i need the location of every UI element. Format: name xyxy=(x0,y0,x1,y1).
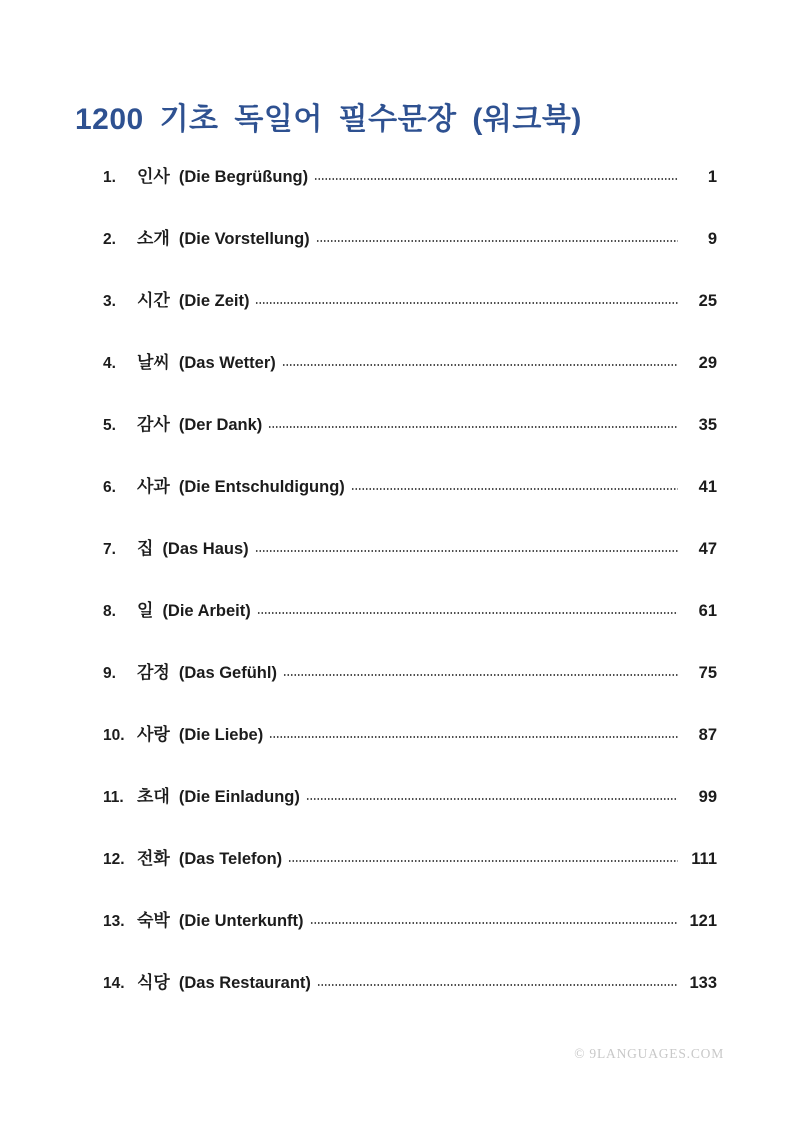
toc-row[interactable] xyxy=(103,162,717,186)
toc-item-title-korean: 감정 xyxy=(137,663,170,682)
toc-item-title-korean: 사과 xyxy=(137,477,170,496)
toc-item-page-number: 121 xyxy=(689,912,717,930)
toc-item-title-german: (Der Dank) xyxy=(178,416,263,434)
dotted-leader xyxy=(310,920,678,925)
dotted-leader xyxy=(316,238,678,243)
toc-item-title-german: (Die Vorstellung) xyxy=(178,230,310,248)
dotted-leader xyxy=(314,176,678,181)
toc-item-page-number: 35 xyxy=(698,416,717,434)
toc-item-title-german: (Die Entschuldigung) xyxy=(178,478,345,496)
dotted-leader xyxy=(288,858,678,863)
toc-item-number: 7. xyxy=(103,541,116,558)
toc-item-page-number: 75 xyxy=(698,664,717,682)
toc-item-number: 9. xyxy=(103,665,116,682)
dotted-leader xyxy=(269,734,678,739)
dotted-leader xyxy=(255,548,678,553)
toc-item-title-korean: 인사 xyxy=(137,167,170,186)
dotted-leader xyxy=(283,672,678,677)
toc-item-title-korean: 사랑 xyxy=(137,725,170,744)
toc-item-number: 12. xyxy=(103,851,125,868)
toc-item-title-german: (Das Telefon) xyxy=(178,850,283,868)
toc-item-title-korean: 전화 xyxy=(137,849,170,868)
toc-item-title-german: (Die Unterkunft) xyxy=(178,912,304,930)
toc-item-page-number: 41 xyxy=(698,478,717,496)
toc-item-title-korean: 날씨 xyxy=(137,353,170,372)
toc-item-title-korean: 소개 xyxy=(137,229,170,248)
toc-item-page-number: 9 xyxy=(707,230,717,248)
toc-row[interactable] xyxy=(103,720,717,744)
toc-row[interactable] xyxy=(103,596,717,620)
toc-item-number: 6. xyxy=(103,479,116,496)
toc-item-number: 5. xyxy=(103,417,116,434)
toc-item-title-korean: 집 xyxy=(137,539,154,558)
toc-row[interactable] xyxy=(103,348,717,372)
toc-item-page-number: 47 xyxy=(698,540,717,558)
dotted-leader xyxy=(282,362,678,367)
toc-item-title-german: (Die Einladung) xyxy=(178,788,300,806)
toc-item-title-german: (Die Begrüßung) xyxy=(178,168,309,186)
toc-item-number: 11. xyxy=(103,789,124,806)
toc-item-page-number: 1 xyxy=(707,168,717,186)
toc-item-title-korean: 숙박 xyxy=(137,911,170,930)
table-of-contents xyxy=(103,162,717,1030)
toc-item-number: 10. xyxy=(103,727,125,744)
toc-row[interactable] xyxy=(103,658,717,682)
toc-item-title-german: (Die Liebe) xyxy=(178,726,264,744)
toc-row[interactable] xyxy=(103,534,717,558)
toc-item-title-german: (Das Restaurant) xyxy=(178,974,311,992)
toc-row[interactable] xyxy=(103,782,717,806)
toc-row[interactable] xyxy=(103,472,717,496)
toc-item-page-number: 99 xyxy=(698,788,717,806)
toc-item-title-korean: 감사 xyxy=(137,415,170,434)
toc-item-title-german: (Das Gefühl) xyxy=(178,664,277,682)
toc-item-number: 2. xyxy=(103,231,116,248)
toc-item-title-korean: 일 xyxy=(137,601,154,620)
dotted-leader xyxy=(317,982,678,987)
toc-item-number: 13. xyxy=(103,913,125,930)
toc-item-page-number: 61 xyxy=(698,602,717,620)
toc-item-page-number: 133 xyxy=(689,974,717,992)
page-title: 1200 기초 독일어 필수문장 (워크북) xyxy=(75,103,582,137)
toc-item-page-number: 25 xyxy=(698,292,717,310)
toc-row[interactable] xyxy=(103,410,717,434)
toc-item-page-number: 111 xyxy=(691,850,717,868)
dotted-leader xyxy=(255,300,678,305)
toc-row[interactable] xyxy=(103,968,717,992)
toc-item-title-german: (Die Arbeit) xyxy=(162,602,251,620)
dotted-leader xyxy=(306,796,678,801)
dotted-leader xyxy=(257,610,678,615)
dotted-leader xyxy=(351,486,678,491)
toc-row[interactable] xyxy=(103,906,717,930)
toc-item-title-korean: 식당 xyxy=(137,973,170,992)
toc-item-page-number: 29 xyxy=(698,354,717,372)
toc-item-title-german: (Das Wetter) xyxy=(178,354,276,372)
toc-item-number: 8. xyxy=(103,603,116,620)
toc-item-number: 14. xyxy=(103,975,125,992)
toc-item-title-korean: 초대 xyxy=(137,787,170,806)
toc-row[interactable] xyxy=(103,286,717,310)
dotted-leader xyxy=(268,424,678,429)
copyright-credit: © 9LANGUAGES.COM xyxy=(574,1046,724,1061)
toc-item-number: 3. xyxy=(103,293,116,310)
toc-item-title-german: (Das Haus) xyxy=(162,540,249,558)
toc-item-title-korean: 시간 xyxy=(137,291,170,310)
toc-item-page-number: 87 xyxy=(698,726,717,744)
toc-item-number: 4. xyxy=(103,355,116,372)
toc-row[interactable] xyxy=(103,844,717,868)
toc-row[interactable] xyxy=(103,224,717,248)
toc-item-number: 1. xyxy=(103,169,116,186)
toc-item-title-german: (Die Zeit) xyxy=(178,292,250,310)
